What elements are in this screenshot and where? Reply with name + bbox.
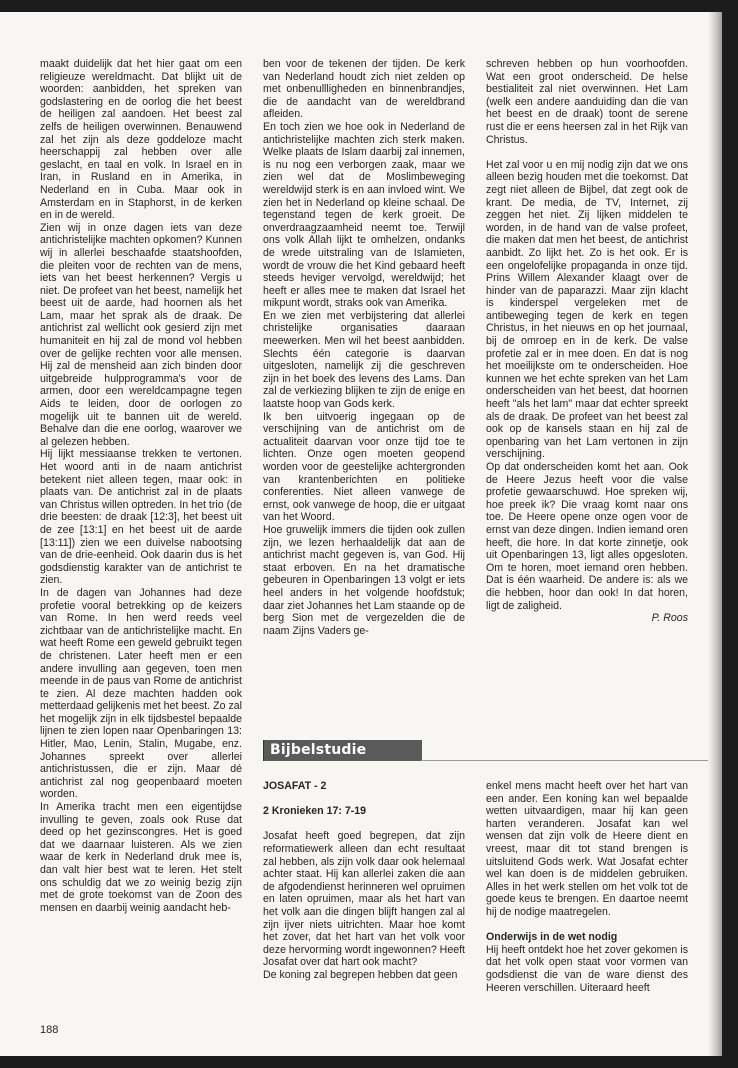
page-number: 188 [40,1024,59,1036]
section-divider [421,760,709,761]
paragraph: En toch zien we hoe ook in Nederland de antichristelijke machten zich sterk maken. Welke plaats de Islam daarbij zal innemen, is nu nog een verborgen zaak, maar we zien wel dat de Moslimbeweging wereldwijd sterk is en aan invloed wint. We zien het in Nederland op kleine schaal. De tegenstand tegen de kerk groeit. De onverdraagzaamheid neemt toe. Terwijl ons volk Allah lijkt te omhelzen, ondanks de wrede uitstraling van de Islamieten, wordt de vrouw die het Kind gebaard heeft steeds heviger vervolgd, wereldwijd; het heeft er alles mee te maken dat Israel het mikpunt wordt, straks ook van Amerika. [263,120,465,310]
paragraph: In de dagen van Johannes had deze profetie vooral betrekking op de keizers van Rome. In hen werd reeds veel zichtbaar van de antichristelijke macht. En wat heeft Rome een geweld gebruikt tegen de christenen. Later heeft men er een andere invulling aan gegeven, toen men meende in de paus van Rome de antichrist te zien. Al deze machten hadden ook metterdaad gelijkenis met het beest. Zo zal het mogelijk zijn in elk tijdsbestel bepaalde lijnen te zien lopen naar Openbaringen 13: Hitler, Mao, Lenin, Stalin, Mugabe, enz. Johannes spreekt over allerlei antichristussen, die er zijn. Maar dé antichrist zal nog geopenbaard moeten worden. [40,586,242,801]
paragraph: Hij heeft ontdekt hoe het zover gekomen is dat het volk open staat voor vormen van godsdienst die van de ware dienst des Heeren verschillen. Uiteraard heeft [486,943,688,994]
study-column-right [486,780,688,994]
paragraph: ben voor de tekenen der tijden. De kerk van Nederland houdt zich niet zelden op met onbenullligheden en binnenbrandjes, die de aandacht van de wereldbrand afleiden. [263,58,465,121]
author-signature: P. Roos [651,612,688,625]
paragraph: Josafat heeft goed begrepen, dat zijn reformatiewerk alleen dan echt resultaat zal hebben, als zijn volk daar ook helemaal achter staat. Hij kan allerlei zaken die aan de afgodendienst herinneren wel opruimen en laten opruimen, maar als het hart van het volk aan die dingen blijft hangen zal al zijn ijver niets uitrichten. Maar hoe komt het zover, dat het hart van het volk voor deze hervorming wordt ingewonnen? Heeft Josafat over dat hart ook macht? [263,830,465,969]
paragraph: Het zal voor u en mij nodig zijn dat we ons alleen bezig houden met die toekomst. Dat zegt niet alleen de Bijbel, dat zegt ook de krant. De media, de TV, Internet, zij zeggen het niet. Zij lijken middelen te worden, in de hand van de valse profeet, die maken dat men het beest, de antichrist aanbidt. Zo lijkt het. Zo is het ook. Er is een ongelofelijke propaganda in onze tijd. Prins Willem Alexander klaagt over de hinder van de paparazzi. Maar zijn klacht is kinderspel vergeleken met de antibeweging tegen de kerk en tegen Christus, in het nieuws en op het journaal, bij de omroep en in de kerk. De valse profetie zal er in mee doen. En dat is nog het moeilijkste om te onderscheiden. Hoe kunnen we het echte spreken van het Lam onderscheiden van het beest, dat hoornen heeft "als het lam" maar dat echter spreekt als de draak. De profeet van het beest zal ook op de kansels staan en hij zal de openbaring van het Lam vertonen in zijn verschijning. [486,158,688,461]
paragraph: enkel mens macht heeft over het hart van een ander. Een koning kan wel bepaalde wetten uitvaardigen, maar hij kan geen harten veranderen. Josafat kan wel wensen dat zijn volk de Heere dient en vreest, maar dit tot stand brengen is uitsluitend Gods werk. Wat Josafat echter wel kan doen is de middelen gebruiken. Alles in het werk stellen om het volk tot de goede keus te brengen. En daartoe neemt hij de nodige maatregelen. [486,780,688,918]
study-title: JOSAFAT - 2 [263,780,327,792]
paragraph: Hij lijkt messiaanse trekken te vertonen. Het woord anti in de naam antichrist betekent niet alleen tegen, maar ook: in plaats van. De antichrist zal in de plaats van Christus willen optreden. In het trio (de drie beesten: de draak [12:3], het beest uit de zee [13:1] en het beest uit de aarde [13:11]) zien we een duivelse nabootsing van de drie-eenheid. Ook daarin dus is het godsdienstig karakter van de antichrist te zien. [40,448,242,587]
section-title: Bijbelstudie [270,742,367,758]
column-middle [263,58,465,637]
column-right [486,58,688,625]
paragraph: Op dat onderscheiden komt het aan. Ook de Heere Jezus heeft voor die valse profetie gewaarschuwd. Hoe spreken wij, hoe preek ik? Die vraag komt naar ons toe. De Heere opene onze ogen voor de ernst van deze dingen. Indien iemand oren heeft, die hore. In dat korte zinnetje, ook uit Openbaringen 13, ligt alles opgesloten. Om te horen, moet iemand oren hebben. Dat is één waarheid. De andere is: als we die hebben, hoor dan ook! In dat horen, ligt de zaligheid. [486,461,688,612]
study-column-middle [263,780,465,982]
study-reference: 2 Kronieken 17: 7-19 [263,805,367,818]
column-left [40,58,242,914]
section-header [263,740,422,761]
paragraph: schreven hebben op hun voorhoofden. Wat een groot onderscheid. De helse bestialiteit zal niet overwinnen. Het Lam (welk een andere aanduiding dan die van het beest en de draak) toont de serene rust die er eens heersen zal in het Rijk van Christus. [486,58,688,146]
paragraph: maakt duidelijk dat het hier gaat om een religieuze wereldmacht. Dat blijkt uit de woorden: aanbidden, het spreken van godslastering en de oorlog die het beest de heiligen zal aandoen. Het beest zal zelfs de heiligen overwinnen. Benauwend zal het zijn als deze goddeloze macht heerschappij zal hebben over alle geslacht, en taal en volk. In Israel en in Iran, in Rusland en in Amerika, in Nederland en in Cuba. Maar ook in Amsterdam en in Staphorst, in de kerken en in de wereld. [40,58,242,222]
page-spine-shadow [708,12,722,1056]
subheading: Onderwijs in de wet nodig [486,931,618,944]
paragraph: Zien wij in onze dagen iets van deze antichristelijke machten opkomen? Kunnen wij in allerlei beschaafde staatshoofden, die pleiten voor de rechten van de mens, iets van het beest herkennen? Vergis u niet. De profeet van het beest, namelijk het beest uit de aarde, had hoornen als het Lam, maar het sprak als de draak. De antichrist zal wellicht ook gesierd zijn met humaniteit en hij zal de mond vol hebben over de gelijke rechten voor alle mensen. Hij zal de mensheid aan zich binden door uitgebreide hulpprogramma's voor de armen, door een wereldcampagne tegen Aids te leiden, door de oorlogen zo mogelijk uit te bannen uit de wereld. Behalve dan die ene oorlog, waarover we al gelezen hebben. [40,221,242,448]
paragraph: Hoe gruwelijk immers die tijden ook zullen zijn, we lezen herhaaldelijk dat aan de antichrist macht gegeven is, van God. Hij staat erboven. En na het dramatische gebeuren in Openbaringen 13 volgt er iets heel anders in het volgende hoofdstuk; daar ziet Johannes het Lam staande op de berg Sion met de vergezelden die de naam Zijns Vaders ge- [263,523,465,637]
paragraph: De koning zal begrepen hebben dat geen [263,968,458,981]
paragraph: En we zien met verbijstering dat allerlei christelijke organisaties daaraan meewerken. Men wil het beest aanbidden. Slechts één categorie is daarvan uitgesloten, namelijk zij die geschreven zijn in het boek des levens des Lams. Dan zal de verkiezing blijken te zijn de enige en laatste hoop van Gods kerk. [263,309,465,411]
paragraph: Ik ben uitvoerig ingegaan op de verschijning van de antichrist om de actualiteit daarvan voor onze tijd toe te lichten. Onze ogen moeten geopend worden voor de geestelijke achtergronden van krantenberichten en politieke conferenties. Niet alleen vanwege de ernst, ook vanwege de hoop, die er uitgaat van het Woord. [263,410,465,524]
paragraph: In Amerika tracht men een eigentijdse invulling te geven, zoals ook Ruse dat deed op het gezinscongres. Het is goed dat we daarnaar luisteren. Als we zien waar de kerk in Nederland druk mee is, dan valt hier best wat te leren. Het stelt ons schuldig dat we zo weinig bezig zijn met de grote toekomst van de Zoon des mensen en daarbij weinig aandacht heb- [40,801,242,914]
magazine-page [0,12,722,1056]
